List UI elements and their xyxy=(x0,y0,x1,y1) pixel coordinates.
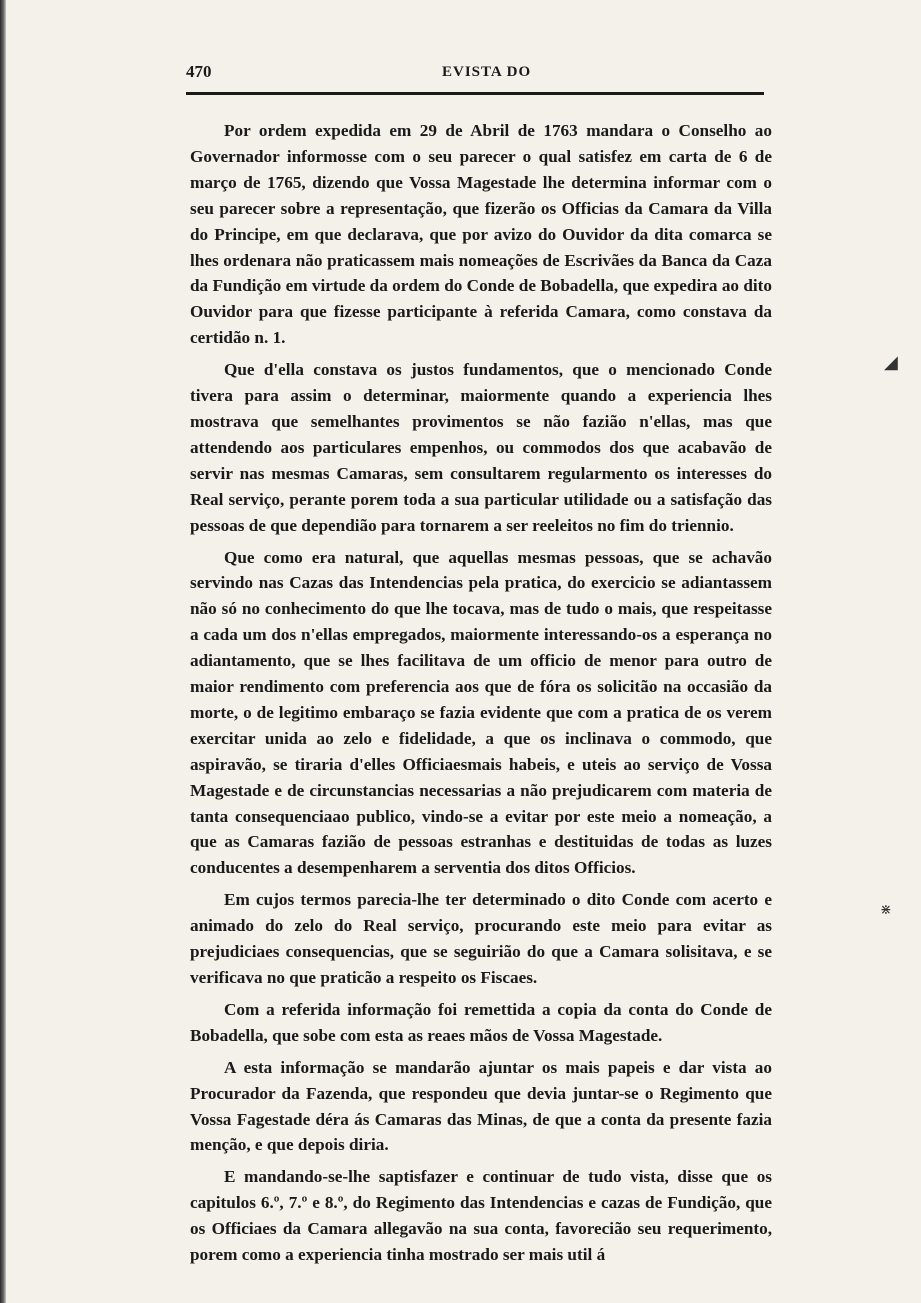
paragraph: E mandando-se-lhe saptisfazer e continuar de tudo vista, disse que os capitulos 6.º, 7.º e 8.º, do Regimento das Intendencias e cazas de Fundição, que os Officiaes da Camara allegavão na sua conta, favorecião seu requerimento, porem como a experiencia tinha mostrado ser mais util á xyxy=(190,1167,772,1265)
paragraph: Que como era natural, que aquellas mesmas pessoas, que se achavão servindo nas Cazas das Intendencias pela pratica, do exercicio se adiantassem não só no conhecimento do que lhe tocava, mas de tudo o mais, que respeitasse a cada um dos n'ellas empregados, maiormente interessando-os a esperança no adiantamento, que se lhes facilitava de um officio de menor para outro de maior rendimento com preferencia aos que de fóra os solicitão na occasião da morte, o de legitimo embaraço se fazia evidente que com a pratica de os verem exercitar unida ao zelo e fidelidade, a que os inclinava o commodo, que aspiravão, se tiraria d'elles Officiaesmais habeis, e uteis ao serviço de Vossa Magestade e de circunstancias necessarias a não prejudicarem com materia de tanta consequenciaao publico, vindo-se a evitar por este meio a nomeação, a que as Camaras fazião de pessoas estranhas e destituidas de todas as luzes conducentes a desempenharem a serventia dos ditos Officios. xyxy=(190,547,772,878)
paragraph: A esta informação se mandarão ajuntar os mais papeis e dar vista ao Procurador da Fazenda, que respondeu que devia juntar-se o Regimento que Vossa Fagestade déra ás Camaras das Minas, de que a conta da presente fazia menção, e que depois diria. xyxy=(190,1057,772,1155)
running-title: EVISTA DO xyxy=(442,64,532,80)
header-rule xyxy=(186,92,764,95)
margin-mark: ⋇ xyxy=(880,903,892,918)
page-number: 470 xyxy=(186,62,212,81)
page-header xyxy=(186,62,766,88)
paragraph: Por ordem expedida em 29 de Abril de 1763 mandara o Conselho ao Governador informosse com o seu parecer o qual satisfez em carta de 6 de março de 1765, dizendo que Vossa Magestade lhe determina informar com o seu parecer sobre a representação, que fizerão os Officias da Camara da Villa do Principe, em que declarava, que por avizo do Ouvidor da dita comarca se lhes ordenara não praticassem mais nomeações de Escrivães da Banca da Caza da Fundição em virtude da ordem do Conde de Bobadella, que expedira ao dito Ouvidor para que fizesse participante à referida Camara, como constava da certidão n. 1. xyxy=(190,121,772,348)
paragraph: Que d'ella constava os justos fundamentos, que o mencionado Conde tivera para assim o determinar, maiormente quando a experiencia lhes mostrava que semelhantes provimentos se não fazião n'ellas, mas que attendendo aos particulares empenhos, ou commodos dos que acabavão de servir nas mesmas Camaras, sem consultarem regularmento os interesses do Real serviço, perante porem toda a sua particular utilidade ou a satisfação das pessoas de que dependião para tornarem a ser reeleitos no fim do triennio. xyxy=(190,360,772,535)
body-text xyxy=(190,118,772,1274)
margin-mark: ◢ xyxy=(884,352,898,372)
paragraph: Em cujos termos parecia-lhe ter determinado o dito Conde com acerto e animado do zelo do Real serviço, procurando este meio para evitar as prejudiciaes consequencias, que se seguirião do que a Camara solisitava, e se verificava no que praticão a respeito os Fiscaes. xyxy=(190,890,772,987)
page-edge-shadow xyxy=(0,0,6,1303)
paragraph: Com a referida informação foi remettida a copia da conta do Conde de Bobadella, que sobe com esta as reaes mãos de Vossa Magestade. xyxy=(190,999,772,1045)
